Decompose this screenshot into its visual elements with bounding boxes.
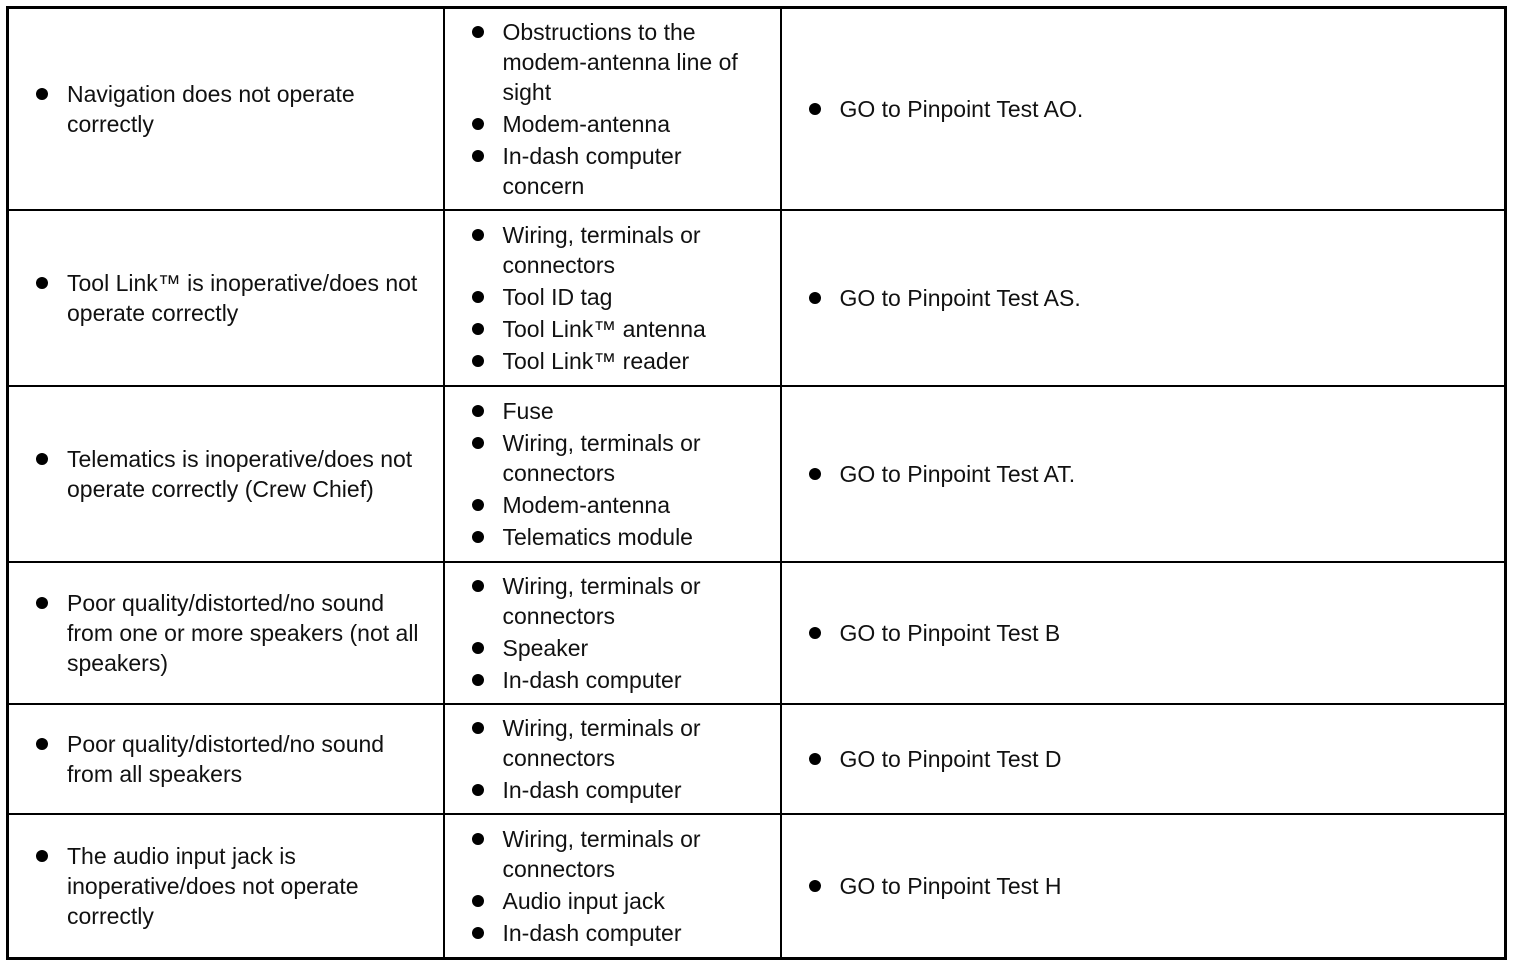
bullet-icon — [472, 784, 484, 796]
bullet-icon — [472, 674, 484, 686]
possible-sources-list — [445, 17, 780, 201]
possible-source-item — [445, 346, 780, 376]
symptom-item — [9, 444, 443, 504]
symptom-text: The audio input jack is inoperative/does not operate correctly — [67, 842, 359, 929]
action-link-text: GO to Pinpoint Test AO. — [839, 95, 1084, 122]
action-item — [782, 94, 1505, 124]
table-row — [8, 704, 1506, 814]
possible-sources-cell — [444, 8, 781, 210]
possible-source-text: Telematics module — [502, 523, 693, 550]
possible-source-text: Wiring, terminals or connectors — [502, 429, 701, 486]
possible-sources-cell — [444, 704, 781, 814]
possible-sources-list — [445, 713, 780, 805]
possible-sources-list — [445, 220, 780, 376]
possible-source-text: Audio input jack — [502, 887, 665, 914]
table-row — [8, 8, 1506, 210]
bullet-icon — [472, 927, 484, 939]
bullet-icon — [472, 405, 484, 417]
action-item — [782, 744, 1505, 774]
bullet-icon — [472, 722, 484, 734]
bullet-icon — [472, 229, 484, 241]
possible-source-item — [445, 571, 780, 631]
bullet-icon — [472, 833, 484, 845]
bullet-icon — [809, 753, 821, 765]
possible-source-text: Speaker — [502, 634, 589, 661]
symptom-text: Telematics is inoperative/does not operate correctly (Crew Chief) — [67, 445, 413, 502]
action-cell — [781, 562, 1506, 704]
possible-source-text: Modem-antenna — [502, 491, 670, 518]
bullet-icon — [36, 738, 48, 750]
symptom-text: Navigation does not operate correctly — [67, 80, 355, 137]
action-link-text: GO to Pinpoint Test AT. — [839, 460, 1076, 487]
possible-sources-list — [445, 571, 780, 695]
symptom-item — [9, 729, 443, 789]
symptom-text: Poor quality/distorted/no sound from all speakers — [67, 730, 385, 787]
symptom-item — [9, 588, 443, 678]
symptom-text: Tool Link™ is inoperative/does not operate correctly — [67, 269, 418, 326]
bullet-icon — [472, 531, 484, 543]
possible-source-text: Obstructions to the modem-antenna line of sight — [502, 18, 738, 105]
symptom-cell — [8, 8, 444, 210]
action-cell — [781, 8, 1506, 210]
possible-source-text: In-dash computer — [502, 776, 682, 803]
possible-source-item — [445, 314, 780, 344]
possible-source-text: In-dash computer concern — [502, 142, 682, 199]
possible-sources-cell — [444, 814, 781, 959]
action-cell — [781, 386, 1506, 562]
bullet-icon — [472, 499, 484, 511]
action-link-text: GO to Pinpoint Test H — [839, 872, 1062, 899]
possible-source-item — [445, 220, 780, 280]
bullet-icon — [36, 453, 48, 465]
possible-source-item — [445, 109, 780, 139]
symptom-cell — [8, 386, 444, 562]
possible-source-item — [445, 17, 780, 107]
action-cell — [781, 814, 1506, 959]
possible-source-text: In-dash computer — [502, 919, 682, 946]
bullet-icon — [472, 26, 484, 38]
bullet-icon — [472, 895, 484, 907]
possible-source-text: Wiring, terminals or connectors — [502, 714, 701, 771]
possible-source-item — [445, 428, 780, 488]
possible-sources-list — [445, 396, 780, 552]
possible-source-text: Fuse — [502, 397, 554, 424]
table-row — [8, 562, 1506, 704]
symptom-chart-table — [6, 6, 1507, 960]
possible-source-item — [445, 490, 780, 520]
action-link-text: GO to Pinpoint Test AS. — [839, 284, 1081, 311]
bullet-icon — [472, 355, 484, 367]
symptom-cell — [8, 814, 444, 959]
bullet-icon — [36, 88, 48, 100]
bullet-icon — [809, 103, 821, 115]
possible-source-text: Tool ID tag — [502, 283, 613, 310]
symptom-cell — [8, 704, 444, 814]
bullet-icon — [36, 597, 48, 609]
possible-sources-cell — [444, 562, 781, 704]
possible-source-item — [445, 713, 780, 773]
action-cell — [781, 704, 1506, 814]
symptom-cell — [8, 562, 444, 704]
possible-source-item — [445, 396, 780, 426]
bullet-icon — [472, 437, 484, 449]
possible-sources-cell — [444, 210, 781, 386]
action-item — [782, 618, 1505, 648]
bullet-icon — [472, 150, 484, 162]
action-link-text: GO to Pinpoint Test D — [839, 745, 1062, 772]
symptom-item — [9, 841, 443, 931]
symptom-chart-body — [8, 8, 1506, 959]
bullet-icon — [472, 291, 484, 303]
bullet-icon — [809, 627, 821, 639]
symptom-item — [9, 79, 443, 139]
bullet-icon — [809, 880, 821, 892]
bullet-icon — [36, 850, 48, 862]
bullet-icon — [809, 292, 821, 304]
bullet-icon — [809, 468, 821, 480]
bullet-icon — [472, 642, 484, 654]
symptom-cell — [8, 210, 444, 386]
possible-source-item — [445, 141, 780, 201]
bullet-icon — [472, 580, 484, 592]
possible-sources-list — [445, 824, 780, 948]
possible-source-text: Tool Link™ reader — [502, 347, 690, 374]
bullet-icon — [472, 323, 484, 335]
possible-source-item — [445, 282, 780, 312]
possible-source-item — [445, 918, 780, 948]
possible-source-item — [445, 522, 780, 552]
action-cell — [781, 210, 1506, 386]
possible-source-text: Wiring, terminals or connectors — [502, 825, 701, 882]
action-item — [782, 283, 1505, 313]
possible-source-text: Modem-antenna — [502, 110, 670, 137]
possible-source-item — [445, 824, 780, 884]
symptom-item — [9, 268, 443, 328]
table-row — [8, 386, 1506, 562]
action-item — [782, 459, 1505, 489]
possible-source-item — [445, 665, 780, 695]
action-item — [782, 871, 1505, 901]
possible-source-item — [445, 886, 780, 916]
action-link-text: GO to Pinpoint Test B — [839, 619, 1061, 646]
possible-source-text: Tool Link™ antenna — [502, 315, 706, 342]
table-row — [8, 210, 1506, 386]
symptom-text: Poor quality/distorted/no sound from one or more speakers (not all speakers) — [67, 589, 419, 676]
possible-source-text: Wiring, terminals or connectors — [502, 572, 701, 629]
possible-sources-cell — [444, 386, 781, 562]
possible-source-text: Wiring, terminals or connectors — [502, 221, 701, 278]
bullet-icon — [36, 277, 48, 289]
possible-source-item — [445, 775, 780, 805]
possible-source-item — [445, 633, 780, 663]
possible-source-text: In-dash computer — [502, 666, 682, 693]
table-row — [8, 814, 1506, 959]
bullet-icon — [472, 118, 484, 130]
